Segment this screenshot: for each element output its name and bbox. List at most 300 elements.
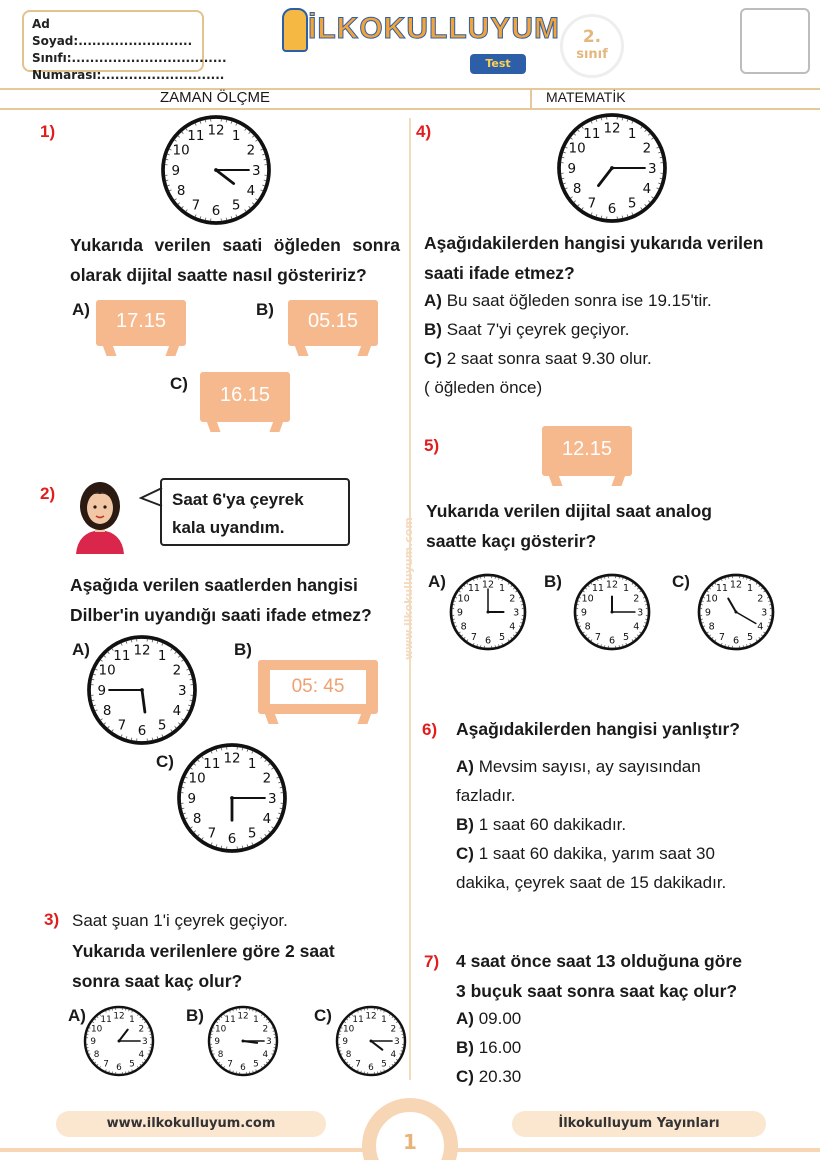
clock-numeral: 4 (390, 1050, 397, 1061)
minute-tick (205, 218, 206, 221)
score-box (740, 8, 810, 74)
clock-numeral: 1 (247, 756, 257, 772)
q1-option-a-label[interactable]: A) (72, 300, 90, 319)
clock-numeral: 11 (591, 583, 605, 595)
clock-numeral: 2 (262, 771, 272, 787)
clock-numeral: 2 (633, 593, 640, 605)
clock-numeral: 12 (603, 121, 621, 137)
clock-numeral: 5 (747, 631, 754, 643)
minute-tick (601, 118, 602, 121)
clock-numeral: 7 (103, 1059, 109, 1070)
minute-tick (623, 644, 624, 646)
minute-tick (190, 679, 193, 680)
option-text: fazladır. (456, 786, 516, 805)
pencil-mascot-icon (282, 8, 308, 52)
watermark-text: www.ilkokulluyum.com (402, 517, 415, 660)
option-text: Bu saat öğleden sonra ise 19.15'tir. (446, 291, 712, 310)
clock-numeral: 12 (133, 643, 151, 659)
minute-tick (264, 159, 267, 160)
clock-numeral: 6 (240, 1063, 246, 1074)
clock-numeral: 5 (627, 196, 637, 212)
clock-numeral: 10 (214, 1024, 227, 1035)
minute-tick (401, 1031, 403, 1032)
minute-tick (226, 218, 227, 221)
student-info-box (22, 10, 227, 82)
minute-tick (152, 738, 153, 741)
q6-option-b[interactable] (456, 810, 796, 839)
minute-tick (88, 1051, 90, 1052)
footer-publisher: İlkokulluyum Yayınları (512, 1111, 766, 1137)
minute-tick (273, 1051, 275, 1052)
minute-tick (129, 1010, 130, 1012)
q3-line-2: sonra saat kaç olur? (72, 971, 243, 991)
clock-numeral: 9 (171, 163, 181, 179)
clock-numeral: 4 (509, 621, 516, 633)
clock-numeral: 6 (211, 204, 221, 220)
option-label: B) (456, 815, 474, 834)
minute-tick (149, 1051, 151, 1052)
q1-option-a-digital-clock[interactable] (96, 300, 186, 356)
clock-numeral: 11 (352, 1014, 364, 1025)
minute-tick (131, 640, 132, 643)
clock-numeral: 8 (572, 181, 582, 197)
minute-tick (477, 644, 478, 646)
minute-tick (242, 748, 243, 751)
q3-line-1: Yukarıda verilenlere göre 2 saat (72, 941, 335, 961)
clock-numeral: 9 (456, 607, 463, 619)
q4-number: 4) (416, 122, 432, 141)
clock-numeral: 7 (594, 631, 601, 643)
q4-option-c[interactable] (424, 344, 804, 373)
minute-tick (273, 1031, 275, 1032)
clock-numeral: 12 (207, 123, 225, 139)
option-text: Saat 7'yi çeyrek geçiyor. (446, 320, 630, 339)
bubble-line-2: kala uyandım. (172, 518, 285, 537)
clock-numeral: 8 (460, 621, 467, 633)
minute-tick (166, 159, 169, 160)
clock-numeral: 11 (467, 583, 481, 595)
clock-numeral: 8 (584, 621, 591, 633)
clock-numeral: 4 (172, 703, 182, 719)
q7-option-b[interactable] (456, 1033, 521, 1062)
minute-tick (340, 1031, 342, 1032)
option-text: 1 saat 60 dakikadır. (478, 815, 627, 834)
minute-tick (644, 601, 646, 602)
minute-tick (152, 640, 153, 643)
minute-tick (182, 787, 185, 788)
clock-numeral: 4 (262, 1050, 269, 1061)
clock-numeral: 5 (381, 1059, 387, 1070)
digital-screen: 16.15 (200, 372, 290, 422)
q4-option-b[interactable] (424, 315, 804, 344)
option-text: dakika, çeyrek saat de 15 dakikadır. (456, 873, 727, 892)
clock-numeral: 1 (129, 1014, 135, 1025)
minute-tick (131, 738, 132, 741)
clock-center (487, 611, 490, 614)
minute-tick (166, 180, 169, 181)
clock-numeral: 2 (642, 141, 652, 157)
minute-tick (702, 601, 704, 602)
clock-numeral: 8 (192, 811, 202, 827)
clock-center (611, 611, 614, 614)
clock-numeral: 9 (580, 607, 587, 619)
clock-numeral: 4 (633, 621, 640, 633)
minute-tick (109, 1071, 110, 1073)
option-label: C) (456, 1067, 474, 1086)
clock-numeral: 2 (757, 593, 764, 605)
minute-tick (233, 1010, 234, 1012)
class-line: Sınıfı:.................................. (32, 51, 227, 65)
q2-line-2: Dilber'in uyandığı saati ifade etmez? (70, 605, 372, 625)
minute-tick (454, 623, 456, 624)
clock-numeral: 1 (381, 1014, 387, 1025)
q4-question (424, 228, 784, 288)
minute-tick (622, 216, 623, 219)
clock-numeral: 4 (246, 183, 256, 199)
q3-question (72, 936, 392, 996)
clock-numeral: 10 (342, 1024, 355, 1035)
digital-display: 05: 45 (270, 670, 366, 704)
clock-numeral: 7 (355, 1059, 361, 1070)
q7-options (456, 1004, 521, 1091)
grade-number: 2. (582, 27, 602, 47)
minute-tick (212, 1051, 214, 1052)
minute-tick (601, 216, 602, 219)
q1-option-b-digital-clock[interactable] (288, 300, 378, 356)
clock-numeral: 10 (188, 771, 206, 787)
q4-option-a[interactable] (424, 286, 804, 315)
name-line: Ad Soyad:......................... (32, 17, 193, 48)
minute-tick (340, 1051, 342, 1052)
q3-option-c-clock[interactable] (334, 1004, 408, 1078)
clock-numeral: 6 (608, 635, 616, 647)
clock-numeral: 8 (102, 703, 112, 719)
clock-numeral: 11 (583, 126, 601, 142)
minute-tick (768, 601, 770, 602)
minute-tick (401, 1051, 403, 1052)
minute-tick (280, 808, 283, 809)
clock-numeral: 9 (214, 1037, 220, 1048)
clock-center (214, 168, 218, 172)
clock-center (118, 1040, 121, 1043)
clock-numeral: 10 (98, 663, 116, 679)
digital-screen: 17.15 (96, 300, 186, 346)
clock-numeral: 4 (642, 181, 652, 197)
q1-clock (160, 114, 272, 226)
clock-numeral: 8 (217, 1050, 224, 1061)
minute-tick (454, 601, 456, 602)
clock-numeral: 10 (581, 593, 594, 605)
clock-numeral: 7 (470, 631, 477, 643)
clock-numeral: 5 (129, 1059, 135, 1070)
logo-text: İLKOKULLUYUM (308, 12, 560, 45)
clock-center (242, 1040, 245, 1043)
minute-tick (129, 1071, 130, 1073)
clock-numeral: 6 (137, 724, 147, 740)
option-text: 09.00 (478, 1009, 522, 1028)
q6-options (456, 752, 796, 897)
q2-option-a-label[interactable]: A) (72, 640, 90, 659)
q4-options (424, 286, 804, 402)
logo (280, 6, 560, 76)
q2-option-b-digital-clock[interactable] (258, 660, 378, 724)
q2-option-b-label[interactable]: B) (234, 640, 252, 659)
clock-numeral: 8 (708, 621, 715, 633)
clock-numeral: 6 (732, 635, 740, 647)
clock-numeral: 12 (113, 1011, 125, 1022)
clock-numeral: 4 (262, 811, 272, 827)
q2-option-a-clock[interactable] (86, 634, 198, 746)
clock-numeral: 12 (365, 1011, 377, 1022)
minute-tick (499, 644, 500, 646)
title-bar (0, 88, 820, 110)
minute-tick (477, 578, 478, 580)
minute-tick (190, 700, 193, 701)
option-label: C) (456, 844, 474, 863)
clock-numeral: 6 (368, 1063, 374, 1074)
clock-numeral: 5 (253, 1059, 259, 1070)
minute-tick (768, 623, 770, 624)
grade-badge (560, 14, 624, 78)
clock-center (370, 1040, 373, 1043)
clock-numeral: 6 (484, 635, 492, 647)
clock-numeral: 2 (509, 593, 516, 605)
minute-tick (182, 808, 185, 809)
clock-numeral: 7 (207, 826, 217, 842)
title-divider (530, 88, 532, 110)
minute-tick (623, 578, 624, 580)
q7-question (456, 946, 796, 1006)
page-number-badge (362, 1098, 458, 1160)
q5-question (426, 496, 786, 556)
clock-numeral: 3 (267, 791, 277, 807)
clock-numeral: 1 (747, 583, 754, 595)
minute-tick (520, 623, 522, 624)
q7-line-2: 3 buçuk saat sonra saat kaç olur? (456, 981, 738, 1001)
minute-tick (253, 1010, 254, 1012)
clock-numeral: 8 (176, 183, 186, 199)
q6-number: 6) (422, 720, 438, 739)
clock-numeral: 10 (90, 1024, 103, 1035)
clock-numeral: 11 (187, 128, 205, 144)
clock-numeral: 12 (237, 1011, 249, 1022)
q4-note: ( öğleden önce) (424, 378, 543, 397)
subject-title: MATEMATİK (546, 89, 626, 105)
footer-website[interactable]: www.ilkokulluyum.com (56, 1111, 326, 1137)
digital-screen: 12.15 (542, 426, 632, 476)
clock-numeral: 3 (637, 607, 644, 619)
minute-tick (601, 578, 602, 580)
q1-option-c-digital-clock[interactable] (200, 372, 290, 432)
clock-numeral: 10 (568, 141, 586, 157)
clock-numeral: 7 (718, 631, 725, 643)
clock-numeral: 11 (715, 583, 729, 595)
q4-line-2: saati ifade etmez? (424, 263, 575, 283)
clock-numeral: 3 (761, 607, 768, 619)
clock-numeral: 2 (172, 663, 182, 679)
q5-digital-clock (542, 426, 632, 486)
q5-line-2: saatte kaçı gösterir? (426, 531, 597, 551)
q1-line-1: Yukarıda verilen saati öğleden sonra (70, 235, 400, 255)
number-line: Numarası:........................... (32, 68, 225, 82)
q2-number: 2) (40, 484, 56, 503)
option-label: B) (424, 320, 442, 339)
q7-option-c[interactable] (456, 1062, 521, 1091)
clock-numeral: 1 (157, 648, 167, 664)
q3-intro: Saat şuan 1'i çeyrek geçiyor. (72, 911, 288, 930)
clock-numeral: 6 (607, 202, 617, 218)
clock-numeral: 9 (97, 683, 107, 699)
clock-numeral: 2 (262, 1024, 269, 1035)
option-label: A) (424, 291, 442, 310)
clock-numeral: 3 (266, 1037, 272, 1048)
q5-option-a-label[interactable]: A) (428, 572, 446, 591)
clock-numeral: 1 (499, 583, 506, 595)
minute-tick (660, 178, 663, 179)
clock-numeral: 12 (481, 579, 495, 591)
q1-line-2: olarak dijital saatte nasıl gösteririz? (70, 265, 367, 285)
clock-numeral: 5 (247, 826, 257, 842)
q5-number: 5) (424, 436, 440, 455)
clock-numeral: 8 (93, 1050, 100, 1061)
q5-option-a-clock[interactable] (448, 572, 528, 652)
option-label: A) (456, 1009, 474, 1028)
minute-tick (221, 748, 222, 751)
minute-tick (280, 787, 283, 788)
clock-numeral: 5 (623, 631, 630, 643)
minute-tick (622, 118, 623, 121)
q6-option-c[interactable] (456, 839, 796, 897)
speech-bubble (160, 478, 350, 546)
logo-test-badge: Test (470, 54, 526, 74)
option-text: 1 saat 60 dakika, yarım saat 30 (478, 844, 715, 863)
clock-numeral: 11 (224, 1014, 236, 1025)
clock-numeral: 3 (513, 607, 520, 619)
q2-option-c-label[interactable]: C) (156, 752, 174, 771)
q5-option-b-label[interactable]: B) (544, 572, 562, 591)
clock-numeral: 1 (253, 1014, 259, 1025)
option-text: Mevsim sayısı, ay sayısından (478, 757, 701, 776)
clock-numeral: 1 (623, 583, 630, 595)
clock-numeral: 7 (227, 1059, 233, 1070)
digital-screen: 05.15 (288, 300, 378, 346)
clock-numeral: 8 (345, 1050, 352, 1061)
minute-tick (233, 1071, 234, 1073)
clock-numeral: 6 (116, 1063, 122, 1074)
minute-tick (361, 1071, 362, 1073)
q1-option-c-label[interactable]: C) (170, 374, 188, 393)
clock-numeral: 2 (138, 1024, 145, 1035)
q3-option-b-label[interactable]: B) (186, 1006, 204, 1025)
q1-option-b-label[interactable]: B) (256, 300, 274, 319)
minute-tick (264, 180, 267, 181)
minute-tick (578, 623, 580, 624)
minute-tick (205, 120, 206, 123)
q3-option-b-clock[interactable] (206, 1004, 280, 1078)
q7-line-1: 4 saat önce saat 13 olduğuna göre (456, 951, 742, 971)
minute-tick (149, 1031, 151, 1032)
minute-tick (381, 1010, 382, 1012)
minute-tick (92, 700, 95, 701)
clock-numeral: 7 (191, 198, 201, 214)
q2-option-c-clock[interactable] (176, 742, 288, 854)
minute-tick (361, 1010, 362, 1012)
option-label: A) (456, 757, 474, 776)
q2-line-1: Aşağıda verilen saatlerden hangisi (70, 575, 358, 595)
minute-tick (747, 578, 748, 580)
q3-number: 3) (44, 910, 60, 929)
clock-numeral: 1 (231, 128, 241, 144)
minute-tick (88, 1031, 90, 1032)
minute-tick (644, 623, 646, 624)
clock-numeral: 3 (251, 163, 261, 179)
clock-numeral: 11 (100, 1014, 112, 1025)
clock-numeral: 4 (138, 1050, 145, 1061)
minute-tick (253, 1071, 254, 1073)
clock-center (610, 166, 614, 170)
clock-numeral: 7 (587, 196, 597, 212)
q3-option-a-clock[interactable] (82, 1004, 156, 1078)
clock-numeral: 1 (627, 126, 637, 142)
q3-option-a-label[interactable]: A) (68, 1006, 86, 1025)
minute-tick (725, 644, 726, 646)
q1-question (70, 230, 400, 290)
clock-numeral: 5 (499, 631, 506, 643)
q5-option-c-clock[interactable] (696, 572, 776, 652)
clock-numeral: 4 (757, 621, 764, 633)
clock-numeral: 2 (390, 1024, 397, 1035)
clock-numeral: 11 (113, 648, 131, 664)
q7-option-a[interactable] (456, 1004, 521, 1033)
clock-numeral: 5 (231, 198, 241, 214)
grade-label: sınıf (576, 47, 608, 62)
minute-tick (562, 178, 565, 179)
minute-tick (747, 644, 748, 646)
minute-tick (381, 1071, 382, 1073)
clock-numeral: 9 (567, 161, 577, 177)
q4-clock (556, 112, 668, 224)
q5-option-b-clock[interactable] (572, 572, 652, 652)
q7-number: 7) (424, 952, 440, 971)
page-number: 1 (403, 1130, 417, 1154)
option-label: C) (424, 349, 442, 368)
q3-option-c-label[interactable]: C) (314, 1006, 332, 1025)
clock-numeral: 6 (227, 832, 237, 848)
minute-tick (109, 1010, 110, 1012)
clock-numeral: 12 (729, 579, 743, 591)
minute-tick (499, 578, 500, 580)
minute-tick (242, 846, 243, 849)
q1-number: 1) (40, 122, 56, 141)
clock-numeral: 9 (342, 1037, 348, 1048)
option-label: B) (456, 1038, 474, 1057)
minute-tick (520, 601, 522, 602)
q6-option-a[interactable] (456, 752, 796, 810)
q2-question (70, 570, 400, 630)
minute-tick (562, 157, 565, 158)
clock-numeral: 3 (394, 1037, 400, 1048)
q5-line-1: Yukarıda verilen dijital saat analog (426, 501, 712, 521)
q5-option-c-label[interactable]: C) (672, 572, 690, 591)
digital-screen (258, 660, 378, 714)
minute-tick (212, 1031, 214, 1032)
clock-numeral: 12 (223, 751, 241, 767)
clock-numeral: 5 (157, 718, 167, 734)
minute-tick (221, 846, 222, 849)
clock-numeral: 3 (142, 1037, 148, 1048)
clock-center (140, 688, 144, 692)
option-text: 2 saat sonra saat 9.30 olur. (446, 349, 652, 368)
